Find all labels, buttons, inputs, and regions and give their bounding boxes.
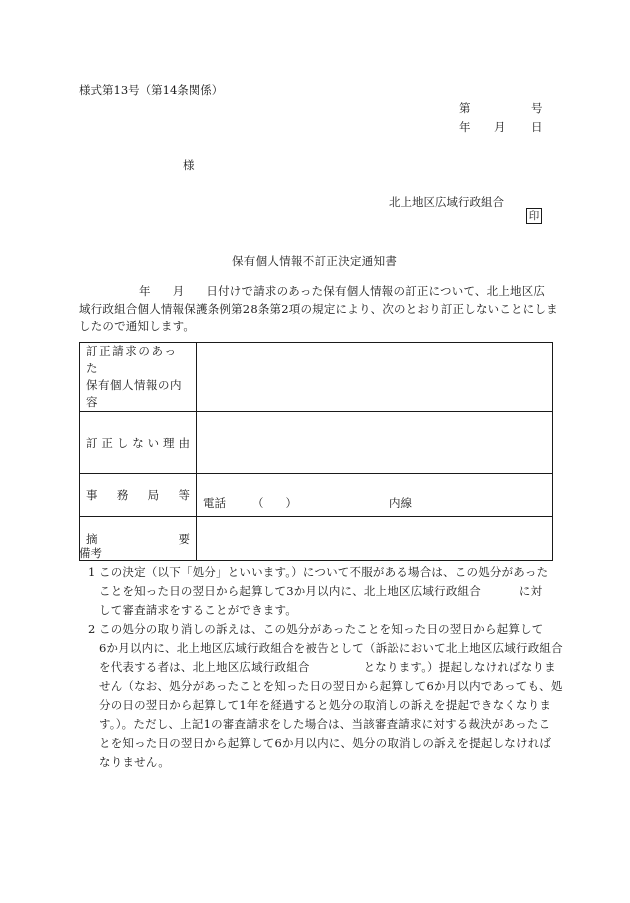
document-number-label: 第 [459,101,471,115]
phone-paren-close: ） [285,496,297,510]
requested-info-label [80,343,197,412]
label-char: な [132,435,144,450]
intro-line-2: 域行政組合個人情報保護条例第28条第2項の規定により、次のとおり訂正しないことにしま [79,301,558,316]
note-item-1 [79,563,559,620]
intro-line-1-text: 日付けで請求のあった保有個人情報の訂正について、北上地区広 [206,284,546,298]
decision-form-table [79,342,553,561]
addressee-honorific: 様 [183,158,195,172]
document-title: 保有個人情報不訂正決定通知書 [232,254,398,268]
note-item-2 [79,620,563,772]
intro-paragraph [79,283,558,336]
table-row [80,343,553,412]
seal-mark: 印 [526,208,542,224]
office-label [80,474,197,517]
label-char: 由 [178,435,190,450]
note-line: とを知った日の翌日から起算して6か月以内に、処分の取消しの訴えを提起しなければ [99,736,552,750]
label-char: 務 [116,488,129,502]
note-line: この決定（以下「処分」といいます。）について不服がある場合は、この処分があった [99,565,549,579]
requested-info-label-line-2: 保有個人情報の内容 [86,378,182,409]
note-line: 分の日の翌日から起算して1年を経過すると処分の取消しの訴えを提起できなくなりま [99,698,552,712]
refusal-reason-field[interactable] [197,412,553,474]
label-char: い [147,435,160,450]
document-number-suffix: 号 [531,101,543,115]
intro-line-3: したので通知します。 [79,319,196,333]
note-line: 6か月以内に、北上地区広域行政組合を被告として（訴訟において北上地区広域行政組合 [99,641,563,655]
note-line [99,582,559,601]
label-char: 事 [86,488,98,502]
phone-label: 電話 [203,496,226,510]
label-char: 摘 [86,531,98,546]
note-line-part: となります。）提起しなければなりま [363,660,556,674]
label-char: し [116,435,129,450]
date-month-label: 月 [494,120,506,134]
note-line: この処分の取り消しの訴えは、この処分があったことを知った日の翌日から起算して [99,622,544,636]
office-field[interactable] [197,474,553,517]
note-line: す。）。ただし、上記1の審査請求をした場合は、当該審査請求に対する裁決があったこ [99,717,551,731]
intro-year-label: 年 [139,284,151,298]
label-char: 正 [101,435,113,450]
table-row [80,412,553,474]
phone-paren-open: （ [252,496,264,510]
label-char: 局 [147,488,160,502]
extension-label: 内線 [389,496,412,510]
note-line: して審査請求をすることができます。 [99,603,297,617]
note-line-part: ことを知った日の翌日から起算して3か月以内に、北上地区広域行政組合 [99,584,481,598]
notes-list [79,563,563,772]
notes-title: 備考 [79,546,102,560]
remarks-field[interactable] [197,517,553,561]
date-day-label: 日 [531,120,543,134]
refusal-reason-label [80,412,197,474]
form-number: 様式第13号（第14条関係） [79,83,224,97]
note-line: なりません。 [99,755,170,769]
office-label-chars [86,487,190,503]
date-year-label: 年 [459,120,471,134]
note-line [99,658,559,677]
note-line: せん（なお、処分があったことを知った日の翌日から起算して6か月以内であっても、処 [99,679,563,693]
intro-line-1 [79,283,553,301]
label-char: 訂 [86,435,98,450]
table-row [80,517,553,561]
label-char: 要 [178,531,190,546]
label-char: 等 [178,488,190,502]
requested-info-field[interactable] [197,343,553,412]
label-char: 理 [163,435,175,450]
issuing-organization: 北上地区広域行政組合 [389,195,504,209]
note-number: 2 [88,622,96,636]
note-line-part: を代表する者は、北上地区広域行政組合 [99,660,310,674]
note-number: 1 [88,565,96,579]
refusal-reason-label-chars [86,435,190,451]
requested-info-label-line-1: 訂正請求のあった [86,344,178,375]
phone-line [203,495,412,511]
note-line-part: に対 [518,584,543,598]
intro-month-label: 月 [172,284,185,298]
table-row [80,474,553,517]
